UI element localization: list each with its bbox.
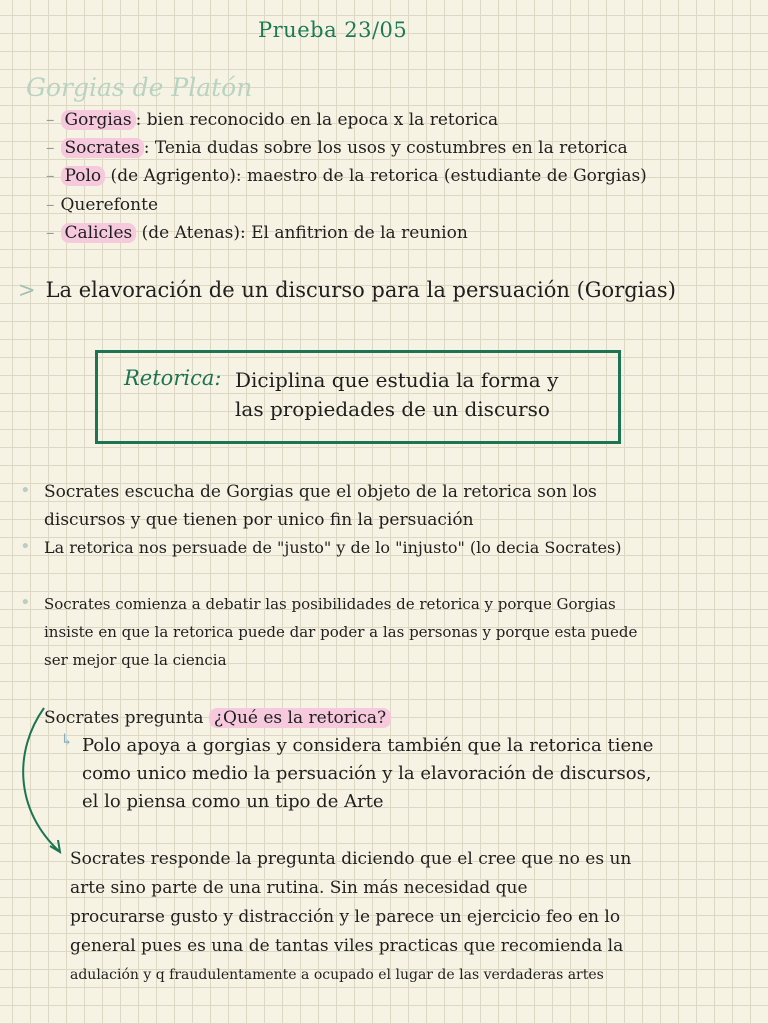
main-point-text: La elavoración de un discurso para la persuación (Gorgias)	[45, 278, 676, 302]
arrow-return-icon: ↳	[60, 730, 74, 749]
paragraph-line: adulación y q fraudulentamente a ocupado el lugar de las verdaderas artes	[70, 967, 604, 983]
character-name: Querefonte	[60, 195, 159, 215]
character-name: Socrates	[61, 138, 144, 158]
arrow-right-icon: >	[18, 278, 36, 302]
character-item	[46, 166, 647, 186]
character-desc: (de Atenas): El anfitrion de la reunion	[136, 223, 468, 243]
dash-icon: –	[46, 110, 55, 130]
paragraph-line: procurarse gusto y distracción y le parece un ejercicio feo en lo	[70, 907, 621, 927]
paragraph-line: como unico medio la persuación y la elavoración de discursos,	[82, 763, 652, 784]
character-name: Calicles	[61, 223, 137, 243]
paragraph	[44, 590, 637, 674]
page-title: Prueba 23/05	[258, 18, 408, 42]
paragraph-line: el lo piensa como un tipo de Arte	[82, 791, 384, 812]
definition-term: Retorica:	[124, 366, 222, 390]
paragraph-line: Socrates responde la pregunta diciendo que el cree que no es un	[70, 849, 632, 869]
paragraph-line: arte sino parte de una rutina. Sin más necesidad que	[70, 878, 528, 898]
character-desc: (de Agrigento): maestro de la retorica (estudiante de Gorgias)	[105, 166, 647, 186]
polo-paragraph	[82, 732, 653, 816]
definition-line: Diciplina que estudia la forma y	[235, 368, 559, 392]
paragraph-line: ser mejor que la ciencia	[44, 651, 227, 669]
paragraph-line: Polo apoya a gorgias y considera también que la retorica tiene	[82, 735, 654, 756]
character-name: Gorgias	[61, 110, 136, 130]
paragraph: La retorica nos persuade de "justo" y de lo "injusto" (lo decia Socrates)	[44, 538, 622, 557]
character-item	[46, 195, 158, 215]
character-desc: : bien reconocido en la epoca x la retorica	[135, 110, 499, 130]
definition-line: las propiedades de un discurso	[235, 397, 550, 421]
paragraph-line: discursos y que tienen por unico fin la persuación	[44, 510, 474, 530]
question-lead: Socrates pregunta	[44, 708, 204, 728]
definition-box	[95, 350, 621, 444]
character-item	[46, 110, 498, 130]
character-item	[46, 223, 468, 243]
section-heading: Gorgias de Platón	[26, 73, 253, 102]
bullet-icon: •	[20, 480, 31, 501]
question-highlight: ¿Qué es la retorica?	[209, 708, 391, 728]
answer-paragraph	[70, 845, 631, 990]
bullet-icon: •	[20, 592, 31, 613]
paragraph-line: general pues es una de tantas viles practicas que recomienda la	[70, 936, 624, 956]
dash-icon: –	[46, 166, 55, 186]
character-item	[46, 138, 628, 158]
paragraph-line: insiste en que la retorica puede dar poder a las personas y porque esta puede	[44, 623, 638, 641]
dash-icon: –	[46, 195, 55, 215]
bullet-icon: •	[20, 536, 31, 557]
main-point	[18, 278, 676, 302]
character-name: Polo	[61, 166, 106, 186]
question-line	[44, 704, 391, 732]
dash-icon: –	[46, 138, 55, 158]
paragraph-line: Socrates comienza a debatir las posibilidades de retorica y porque Gorgias	[44, 595, 616, 613]
dash-icon: –	[46, 223, 55, 243]
definition-text	[235, 366, 558, 424]
paragraph	[44, 478, 597, 534]
character-desc: : Tenia dudas sobre los usos y costumbres en la retorica	[143, 138, 628, 158]
paragraph-line: Socrates escucha de Gorgias que el objeto de la retorica son los	[44, 482, 597, 502]
